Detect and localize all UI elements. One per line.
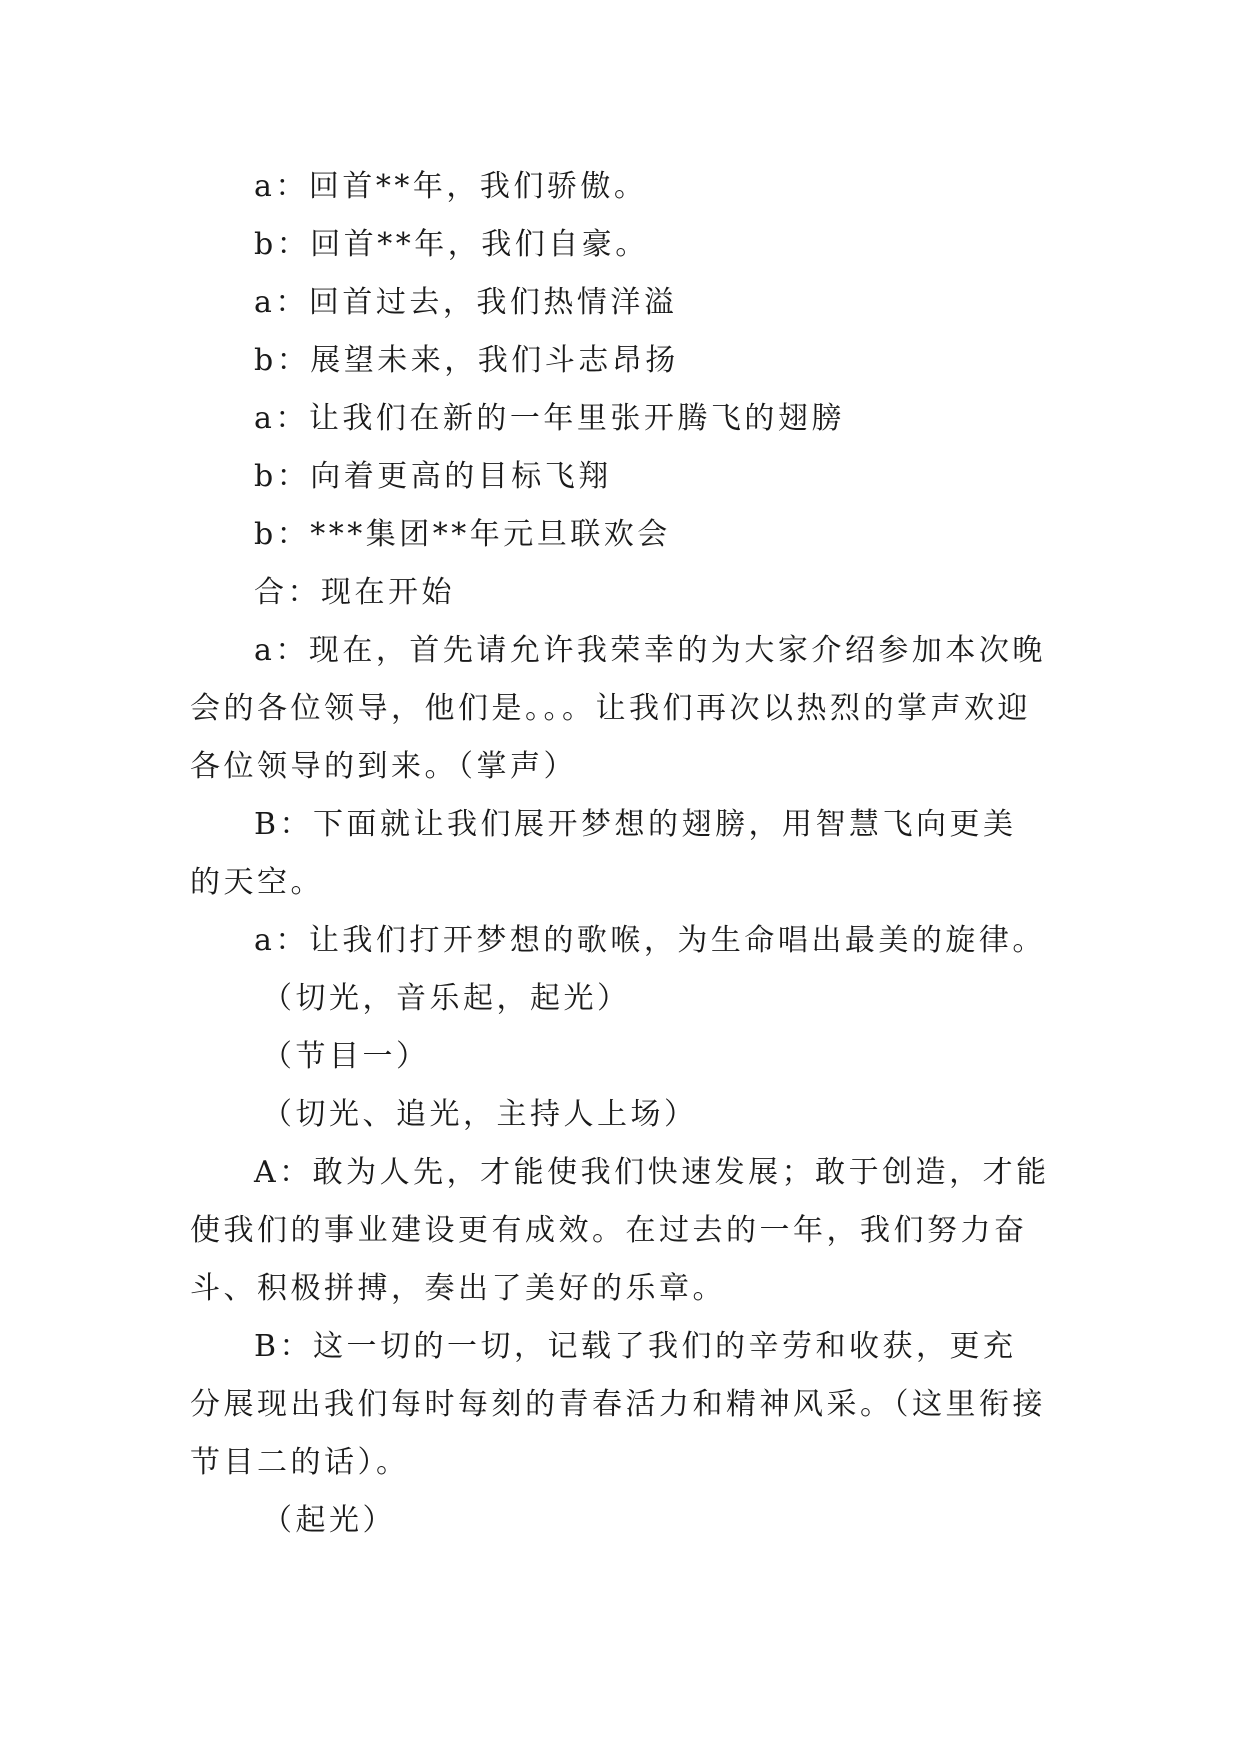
script-line: a：回首过去，我们热情洋溢 bbox=[254, 285, 678, 320]
script-line: a：让我们打开梦想的歌喉，为生命唱出最美的旋律。 bbox=[254, 923, 1046, 958]
stage-direction: （切光，音乐起，起光） bbox=[262, 981, 631, 1016]
script-paragraph: B：下面就让我们展开梦想的翅膀，用智慧飞向更美的天空。 bbox=[190, 807, 1017, 900]
script-line: b：回首**年，我们自豪。 bbox=[254, 227, 649, 262]
script-paragraph: a：现在，首先请允许我荣幸的为大家介绍参加本次晚会的各位领导，他们是。。。让我们再次以热烈的掌声欢迎各位领导的到来。（掌声） bbox=[190, 633, 1046, 784]
stage-direction: （切光、追光，主持人上场） bbox=[262, 1097, 698, 1132]
script-line: a：回首**年，我们骄傲。 bbox=[254, 169, 648, 204]
script-paragraph: A：敢为人先，才能使我们快速发展；敢于创造，才能使我们的事业建设更有成效。在过去的一年，我们努力奋斗、积极拼搏，奏出了美好的乐章。 bbox=[190, 1155, 1050, 1306]
script-line: b：向着更高的目标飞翔 bbox=[254, 459, 612, 494]
script-line: 合：现在开始 bbox=[254, 575, 455, 610]
script-line: a：让我们在新的一年里张开腾飞的翅膀 bbox=[254, 401, 845, 436]
script-line: b：展望未来，我们斗志昂扬 bbox=[254, 343, 679, 378]
document-body bbox=[190, 158, 1050, 1550]
stage-direction: （起光） bbox=[262, 1503, 396, 1538]
stage-direction: （节目一） bbox=[262, 1039, 430, 1074]
script-paragraph: B：这一切的一切，记载了我们的辛劳和收获，更充分展现出我们每时每刻的青春活力和精神风采。（这里衔接节目二的话）。 bbox=[190, 1329, 1046, 1480]
script-line: b：***集团**年元旦联欢会 bbox=[254, 517, 671, 552]
